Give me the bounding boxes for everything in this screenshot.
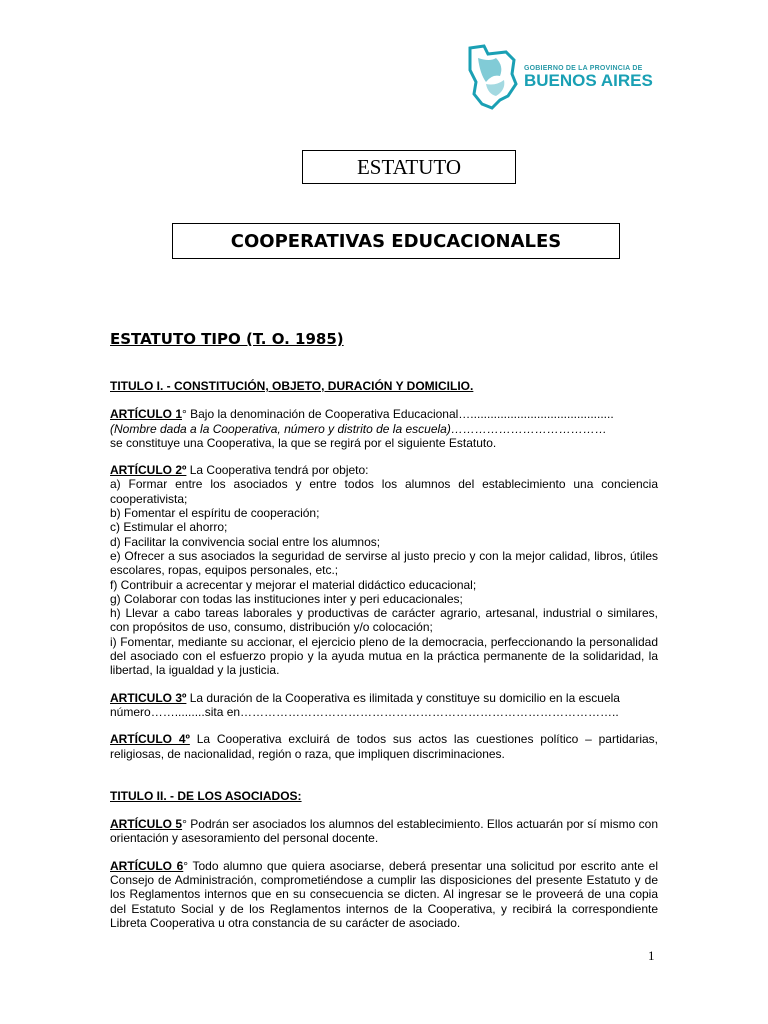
article-3 — [110, 691, 658, 720]
article-5 — [110, 817, 658, 846]
article-5-label: ARTÍCULO 5 — [110, 817, 183, 832]
government-logo — [466, 42, 658, 112]
article-2-intro: La Cooperativa tendrá por objeto: — [186, 463, 369, 478]
article-2-item-f: f) Contribuir a acrecentar y mejorar el material didáctico educacional; — [110, 577, 477, 592]
page-number: 1 — [648, 948, 655, 963]
article-2-item-a: a) Formar entre los asociados y entre todos los alumnos del establecimiento una conciencia cooperativista; — [110, 477, 658, 506]
province-map-icon — [466, 44, 518, 110]
article-2-item-h: h) Llevar a cabo tareas laborales y productivas de carácter agrario, artesanal, industrial o similares, con propósitos de uso, consumo, distribución y/o colocación; — [110, 606, 658, 635]
article-2-item-g: g) Colaborar con todas las instituciones inter y peri educacionales; — [110, 591, 463, 606]
article-2-item-b: b) Fomentar el espíritu de cooperación; — [110, 506, 320, 521]
article-5-text: ° Podrán ser asociados los alumnos del establecimiento. Ellos actuarán por sí mismo con orientación y asesoramiento del personal docente. — [110, 817, 659, 846]
document-body — [110, 379, 658, 943]
article-2 — [110, 463, 658, 677]
article-2-item-c: c) Estimular el ahorro; — [110, 520, 228, 535]
article-3-line-2: número…….........sita en………………………………………………………………………………….. — [110, 704, 619, 719]
article-4-label: ARTÍCULO 4º — [110, 732, 190, 747]
section-title-1 — [110, 379, 658, 393]
article-2-item-e: e) Ofrecer a sus asociados la seguridad de servirse al justo precio y con la mejor calidad, libros, útiles escolares, ropas, equipos personales, etc.; — [110, 548, 658, 578]
article-1-line-3: se constituye una Cooperativa, la que se regirá por el siguiente Estatuto. — [110, 435, 497, 450]
article-2-item-d: d) Facilitar la convivencia social entre los alumnos; — [110, 534, 381, 549]
article-3-line-1: La duración de la Cooperativa es ilimitada y constituye su domicilio en la escuela — [186, 690, 620, 705]
article-4-text: La Cooperativa excluirá de todos sus actos las cuestiones político – partidarias, religiosas, de nacionalidad, región o raza, que impliquen discriminaciones. — [110, 732, 658, 761]
article-1-label: ARTÍCULO 1 — [110, 407, 182, 422]
document-title-box: ESTATUTO — [302, 150, 516, 184]
section-title-1-end: . — [470, 379, 474, 393]
document-subtitle: ESTATUTO TIPO (T. O. 1985) — [110, 330, 344, 348]
logo-line-1: GOBIERNO DE LA PROVINCIA DE — [524, 64, 643, 72]
logo-line-2: BUENOS AIRES — [524, 70, 653, 90]
logo-text — [524, 65, 653, 90]
article-1-line-1: ° Bajo la denominación de Cooperativa Educacional…........................................... — [182, 407, 614, 422]
section-title-2: TITULO II. - DE LOS ASOCIADOS: — [110, 788, 302, 803]
article-2-item-i: i) Fomentar, mediante su accionar, el ejercicio pleno de la democracia, perfeccionando la personalidad del asociado con el esfuerzo propio y la ayuda mutua en la práctica permanente de la solidaridad, la libertad, la igualdad y la justicia. — [110, 634, 658, 678]
article-2-label: ARTÍCULO 2º — [110, 463, 187, 478]
article-6-label: ARTÍCULO 6 — [110, 858, 184, 873]
article-1-line-2: (Nombre dada a la Cooperativa, número y distrito de la escuela)………………………………… — [110, 421, 607, 436]
section-title-1-text: TITULO I. - CONSTITUCIÓN, OBJETO, DURACIÓN Y DOMICILIO — [110, 379, 471, 393]
article-6 — [110, 859, 658, 930]
article-1 — [110, 407, 658, 450]
article-6-text: ° Todo alumno que quiera asociarse, deberá presentar una solicitud por escrito ante el Consejo de Administración, comprometiéndose a cumplir las disposiciones del presente Estatuto y de los Reglamentos internos que en su consecuencia se dicten. Al ingresar se le proveerá de una copia del Estatuto Social y de los Reglamentos internos de la Cooperativa, y recibirá la correspondiente Libreta Cooperativa u otra constancia de su carácter de asociado. — [110, 858, 658, 930]
article-3-label: ARTICULO 3º — [110, 690, 187, 705]
document-subject-box: COOPERATIVAS EDUCACIONALES — [172, 223, 620, 259]
article-4 — [110, 732, 658, 761]
